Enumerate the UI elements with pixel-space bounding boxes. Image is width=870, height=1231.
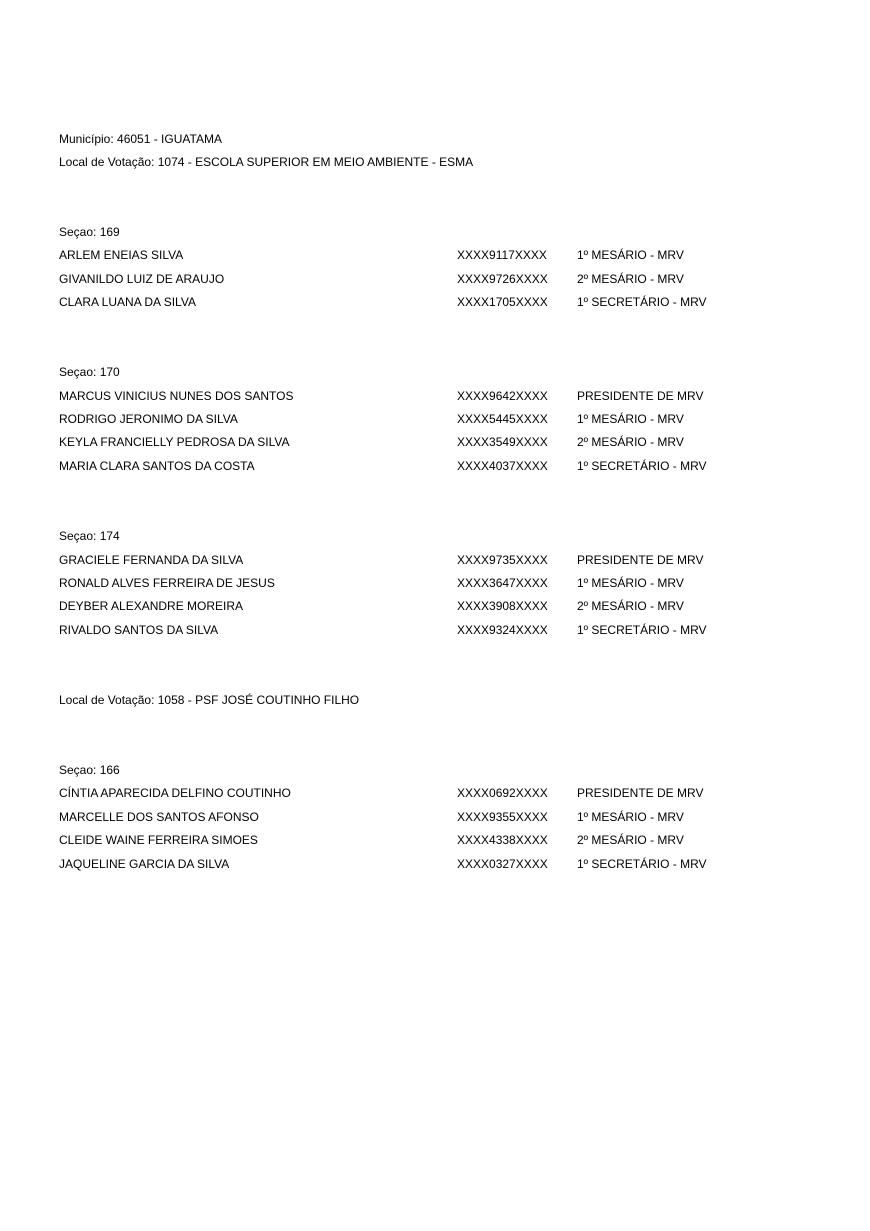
- masked-id: XXXX9735XXXX: [457, 553, 548, 567]
- person-name: DEYBER ALEXANDRE MOREIRA: [59, 599, 244, 613]
- role: 1º SECRETÁRIO - MRV: [577, 857, 707, 871]
- section-title: Seçao: 169: [59, 225, 120, 239]
- person-name: KEYLA FRANCIELLY PEDROSA DA SILVA: [59, 435, 290, 449]
- masked-id: XXXX3908XXXX: [457, 599, 548, 613]
- table-row: [0, 810, 870, 824]
- role: 1º MESÁRIO - MRV: [577, 810, 684, 824]
- table-row: [0, 553, 870, 567]
- table-row: [0, 857, 870, 871]
- masked-id: XXXX4338XXXX: [457, 833, 548, 847]
- table-row: [0, 389, 870, 403]
- municipio-heading: Município: 46051 - IGUATAMA: [59, 132, 222, 146]
- table-row: [0, 459, 870, 473]
- masked-id: XXXX1705XXXX: [457, 295, 548, 309]
- person-name: RONALD ALVES FERREIRA DE JESUS: [59, 576, 275, 590]
- person-name: MARCUS VINICIUS NUNES DOS SANTOS: [59, 389, 294, 403]
- masked-id: XXXX9324XXXX: [457, 623, 548, 637]
- person-name: ARLEM ENEIAS SILVA: [59, 248, 184, 262]
- masked-id: XXXX3647XXXX: [457, 576, 548, 590]
- section-title: Seçao: 170: [59, 365, 120, 379]
- masked-id: XXXX0327XXXX: [457, 857, 548, 871]
- role: 2º MESÁRIO - MRV: [577, 435, 684, 449]
- role: 1º SECRETÁRIO - MRV: [577, 623, 707, 637]
- masked-id: XXXX9355XXXX: [457, 810, 548, 824]
- role: PRESIDENTE DE MRV: [577, 786, 704, 800]
- masked-id: XXXX9726XXXX: [457, 272, 548, 286]
- masked-id: XXXX9117XXXX: [457, 248, 547, 262]
- person-name: CÍNTIA APARECIDA DELFINO COUTINHO: [59, 786, 291, 800]
- role: 1º MESÁRIO - MRV: [577, 576, 684, 590]
- person-name: MARCELLE DOS SANTOS AFONSO: [59, 810, 259, 824]
- polling-place-heading: Local de Votação: 1074 - ESCOLA SUPERIOR EM MEIO AMBIENTE - ESMA: [59, 155, 474, 169]
- masked-id: XXXX0692XXXX: [457, 786, 548, 800]
- role: 2º MESÁRIO - MRV: [577, 272, 684, 286]
- section-title: Seçao: 166: [59, 763, 120, 777]
- person-name: CLARA LUANA DA SILVA: [59, 295, 196, 309]
- role: 2º MESÁRIO - MRV: [577, 833, 684, 847]
- section-title: Seçao: 174: [59, 529, 120, 543]
- person-name: GIVANILDO LUIZ DE ARAUJO: [59, 272, 225, 286]
- polling-place-heading: Local de Votação: 1058 - PSF JOSÉ COUTINHO FILHO: [59, 693, 360, 707]
- masked-id: XXXX4037XXXX: [457, 459, 548, 473]
- table-row: [0, 412, 870, 426]
- role: 1º SECRETÁRIO - MRV: [577, 459, 707, 473]
- role: PRESIDENTE DE MRV: [577, 389, 704, 403]
- person-name: CLEIDE WAINE FERREIRA SIMOES: [59, 833, 258, 847]
- person-name: MARIA CLARA SANTOS DA COSTA: [59, 459, 255, 473]
- table-row: [0, 623, 870, 637]
- person-name: GRACIELE FERNANDA DA SILVA: [59, 553, 244, 567]
- role: 1º MESÁRIO - MRV: [577, 412, 684, 426]
- role: 1º SECRETÁRIO - MRV: [577, 295, 707, 309]
- person-name: JAQUELINE GARCIA DA SILVA: [59, 857, 230, 871]
- masked-id: XXXX9642XXXX: [457, 389, 548, 403]
- table-row: [0, 576, 870, 590]
- table-row: [0, 786, 870, 800]
- table-row: [0, 272, 870, 286]
- table-row: [0, 833, 870, 847]
- role: 2º MESÁRIO - MRV: [577, 599, 684, 613]
- role: 1º MESÁRIO - MRV: [577, 248, 684, 262]
- masked-id: XXXX3549XXXX: [457, 435, 548, 449]
- table-row: [0, 599, 870, 613]
- person-name: RODRIGO JERONIMO DA SILVA: [59, 412, 238, 426]
- table-row: [0, 248, 870, 262]
- table-row: [0, 435, 870, 449]
- masked-id: XXXX5445XXXX: [457, 412, 548, 426]
- table-row: [0, 295, 870, 309]
- role: PRESIDENTE DE MRV: [577, 553, 704, 567]
- person-name: RIVALDO SANTOS DA SILVA: [59, 623, 219, 637]
